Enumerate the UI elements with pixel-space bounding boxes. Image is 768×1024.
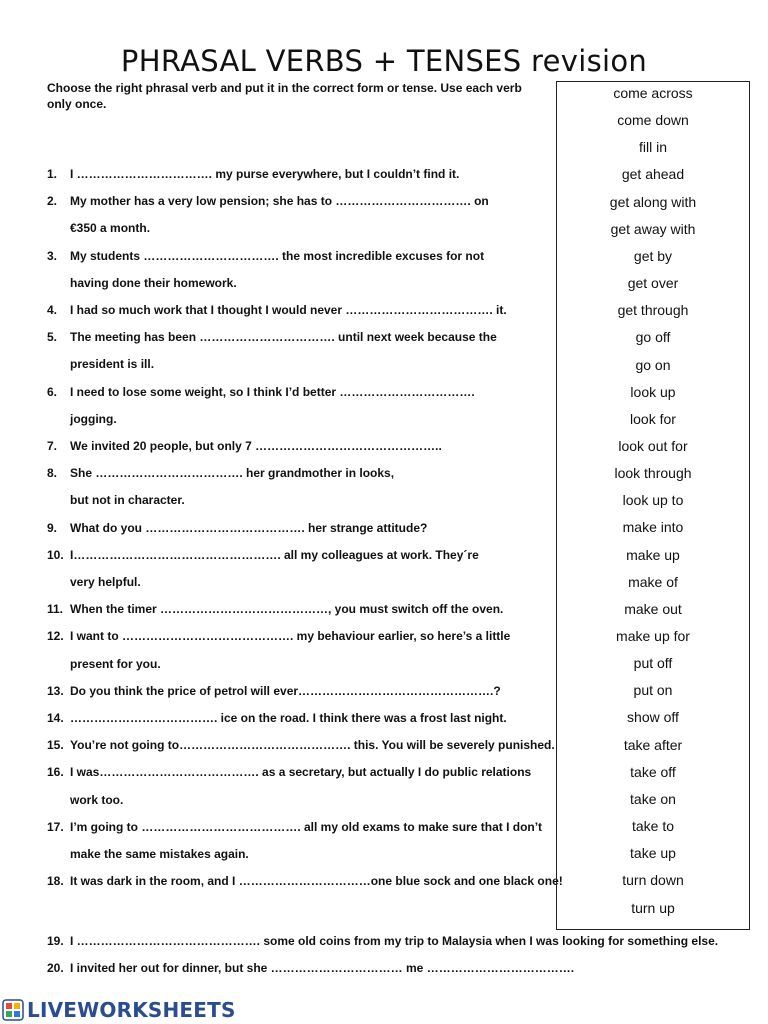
question-number: 9. [47,520,58,535]
question-13 [47,684,501,698]
question-text: When the timer ……………………………………, you must switch off the oven. [70,602,504,617]
question-5-continued: president is ill. [70,357,155,372]
question-number: 7. [47,439,58,453]
liveworksheets-logo-icon [2,999,24,1021]
word-bank-item: get over [627,275,679,292]
question-text: I had so much work that I thought I would never ………………………………. it. [70,303,507,317]
question-number: 13. [47,683,64,698]
word-bank-item: turn down [622,872,684,889]
word-bank-item: come across [613,85,693,101]
word-bank-item: look up [630,383,676,400]
word-bank-item: take after [623,736,683,753]
question-11 [47,602,503,616]
word-bank-item: get away with [610,220,696,237]
word-bank-item: put off [633,655,673,672]
word-bank-item: make out [624,600,682,617]
question-6 [47,385,475,399]
question-text: Do you think the price of petrol will ever………………………………………….? [70,683,501,698]
question-number: 17. [47,819,64,834]
word-bank-item: take to [631,818,675,835]
question-text: My students ……………………………. the most incredible excuses for not [70,248,485,263]
question-17 [47,820,542,834]
question-14 [47,711,507,725]
question-9 [47,521,427,535]
word-bank-item: look out for [618,437,688,454]
word-bank-item: go off [635,329,671,346]
word-bank-item: get by [633,247,673,264]
question-3 [47,249,484,263]
instructions: Choose the right phrasal verb and put it in the correct form or tense. Use each verb only once. [47,81,522,111]
question-18 [47,874,563,888]
question-19 [47,934,718,948]
question-2-continued: €350 a month. [70,221,151,236]
question-text: I’m going to …………………………………. all my old exams to make sure that I don’t [70,819,543,834]
question-text: ………………………………. ice on the road. I think there was a frost last night. [70,711,507,725]
question-number: 2. [47,194,58,209]
question-text: I……………………………………………. all my colleagues at work. They´re [70,547,479,562]
question-text: What do you …………………………………. her strange attitude? [70,520,428,535]
word-bank-item: fill in [638,139,667,156]
word-bank-item: take on [630,790,676,807]
question-number: 20. [47,961,64,975]
word-bank-item: look up to [622,492,684,509]
question-number: 12. [47,629,64,644]
question-text: I need to lose some weight, so I think I’d better ……………………………. [70,384,475,399]
question-2 [47,194,489,208]
question-text: I want to ……………………………………. my behaviour earlier, so here’s a little [70,629,511,644]
question-text: You’re not going to……………………………………. this. You will be severely punished. [70,738,555,753]
question-17-continued: make the same mistakes again. [70,847,249,861]
word-bank-item: get along with [609,193,697,210]
question-16 [47,765,531,779]
question-number: 16. [47,765,64,780]
question-text: I ……………………………. my purse everywhere, but I couldn’t find it. [70,167,460,181]
question-number: 11. [47,602,64,617]
question-text: I invited her out for dinner, but she …………………………… me ………………………………. [70,961,575,975]
word-bank-item: make up [626,546,680,563]
question-16-continued: work too. [70,792,124,807]
question-number: 8. [47,466,58,481]
question-12 [47,629,510,643]
question-number: 10. [47,547,64,562]
word-bank-item: make up for [616,628,690,644]
word-bank-item: put on [633,682,673,699]
question-text: I was…………………………………. as a secretary, but actually I do public relations [70,765,532,780]
question-15 [47,738,555,752]
word-bank-item: get ahead [621,166,685,183]
word-bank-item: make into [622,519,684,536]
word-bank-item: take off [630,763,676,780]
word-bank-item: look through [614,465,692,482]
question-8 [47,466,394,480]
word-bank-item: show off [627,709,679,726]
question-number: 5. [47,330,58,345]
question-number: 6. [47,384,58,399]
question-number: 3. [47,248,58,263]
word-bank-item: go on [635,356,671,373]
question-10 [47,548,479,562]
footer-logo[interactable] [2,998,236,1022]
question-4 [47,303,507,317]
question-text: We invited 20 people, but only 7 ……………………………………….. [70,439,442,453]
question-20 [47,961,574,975]
page-title: PHRASAL VERBS + TENSES revision [120,44,648,78]
question-12-continued: present for you. [70,656,161,671]
question-6-continued: jogging. [70,411,117,426]
word-bank-item: look for [630,410,676,427]
question-7 [47,439,442,453]
question-number: 15. [47,738,64,753]
word-bank-item: come down [617,112,689,129]
question-text: It was dark in the room, and I ……………………………one blue sock and one black one! [70,874,563,889]
question-text: My mother has a very low pension; she has to ……………………………. on [70,194,489,209]
footer-brand: LIVEWORKSHEETS [27,998,236,1022]
question-number: 14. [47,711,64,725]
question-text: She ………………………………. her grandmother in looks, [70,466,395,481]
word-bank-item: take up [630,845,676,862]
question-1 [47,167,459,181]
question-8-continued: but not in character. [70,493,185,508]
question-text: I ………………………………………. some old coins from my trip to Malaysia when I was looking for something else. [70,934,719,948]
question-number: 4. [47,303,58,317]
word-bank-item: get through [617,302,689,319]
word-bank-item: make of [628,573,678,590]
question-10-continued: very helpful. [70,575,141,589]
question-3-continued: having done their homework. [70,275,237,290]
question-number: 18. [47,874,64,889]
question-number: 19. [47,934,64,948]
word-bank-item: turn up [631,899,675,916]
question-5 [47,330,497,344]
question-number: 1. [47,167,58,181]
question-text: The meeting has been ……………………………. until next week because the [70,330,497,345]
